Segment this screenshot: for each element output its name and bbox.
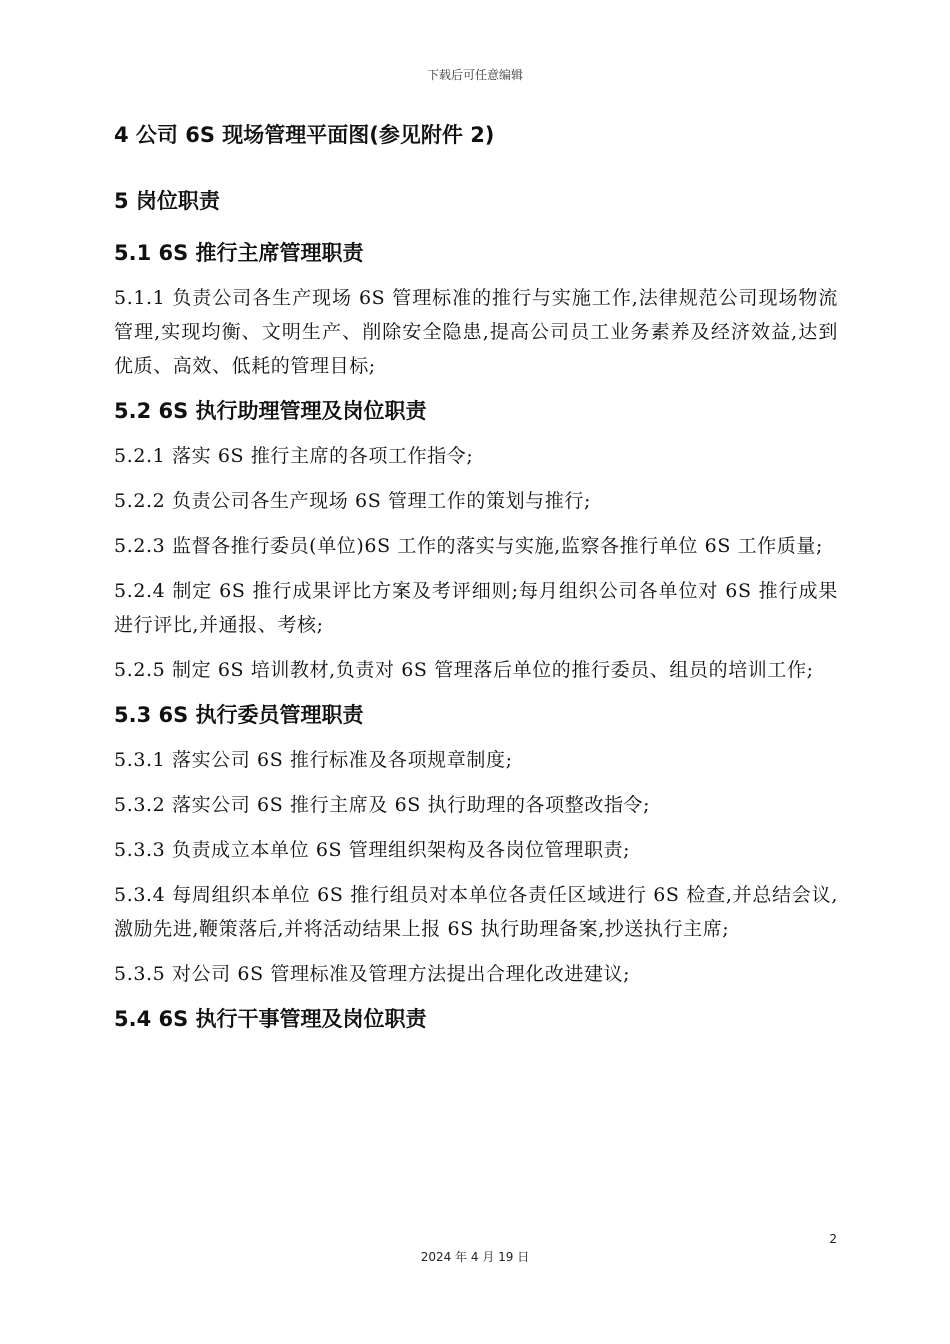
heading-4: 4 公司 6S 现场管理平面图(参见附件 2) <box>114 123 495 147</box>
para-5-2-4: 5.2.4 制定 6S 推行成果评比方案及考评细则;每月组织公司各单位对 6S 推行成果进行评比,并通报、考核; <box>114 580 838 636</box>
page-number: 2 <box>829 1232 837 1246</box>
heading-5-2: 5.2 6S 执行助理管理及岗位职责 <box>114 399 427 423</box>
para-5-3-2: 5.3.2 落实公司 6S 推行主席及 6S 执行助理的各项整改指令; <box>114 794 651 816</box>
heading-5: 5 岗位职责 <box>114 189 220 213</box>
para-5-3-1: 5.3.1 落实公司 6S 推行标准及各项规章制度; <box>114 749 513 771</box>
footer-date: 2024 年 4 月 19 日 <box>420 1250 530 1264</box>
document-body <box>114 118 838 1047</box>
heading-5-1: 5.1 6S 推行主席管理职责 <box>114 241 364 265</box>
para-5-1-1: 5.1.1 负责公司各生产现场 6S 管理标准的推行与实施工作,法律规范公司现场物流管理,实现均衡、文明生产、削除安全隐患,提高公司员工业务素养及经济效益,达到优质、高效、低耗的管理目标; <box>114 287 838 377</box>
para-5-2-1: 5.2.1 落实 6S 推行主席的各项工作指令; <box>114 445 474 467</box>
para-5-3-4: 5.3.4 每周组织本单位 6S 推行组员对本单位各责任区域进行 6S 检查,并总结会议,激励先进,鞭策落后,并将活动结果上报 6S 执行助理备案,抄送执行主席; <box>114 884 838 940</box>
heading-5-3: 5.3 6S 执行委员管理职责 <box>114 703 364 727</box>
header-note: 下载后可任意编辑 <box>426 68 523 82</box>
para-5-2-5: 5.2.5 制定 6S 培训教材,负责对 6S 管理落后单位的推行委员、组员的培训工作; <box>114 659 814 681</box>
para-5-2-2: 5.2.2 负责公司各生产现场 6S 管理工作的策划与推行; <box>114 490 591 512</box>
para-5-3-3: 5.3.3 负责成立本单位 6S 管理组织架构及各岗位管理职责; <box>114 839 631 861</box>
para-5-2-3: 5.2.3 监督各推行委员(单位)6S 工作的落实与实施,监察各推行单位 6S 工作质量; <box>114 535 823 557</box>
para-5-3-5: 5.3.5 对公司 6S 管理标准及管理方法提出合理化改进建议; <box>114 963 631 985</box>
heading-5-4: 5.4 6S 执行干事管理及岗位职责 <box>114 1007 427 1031</box>
